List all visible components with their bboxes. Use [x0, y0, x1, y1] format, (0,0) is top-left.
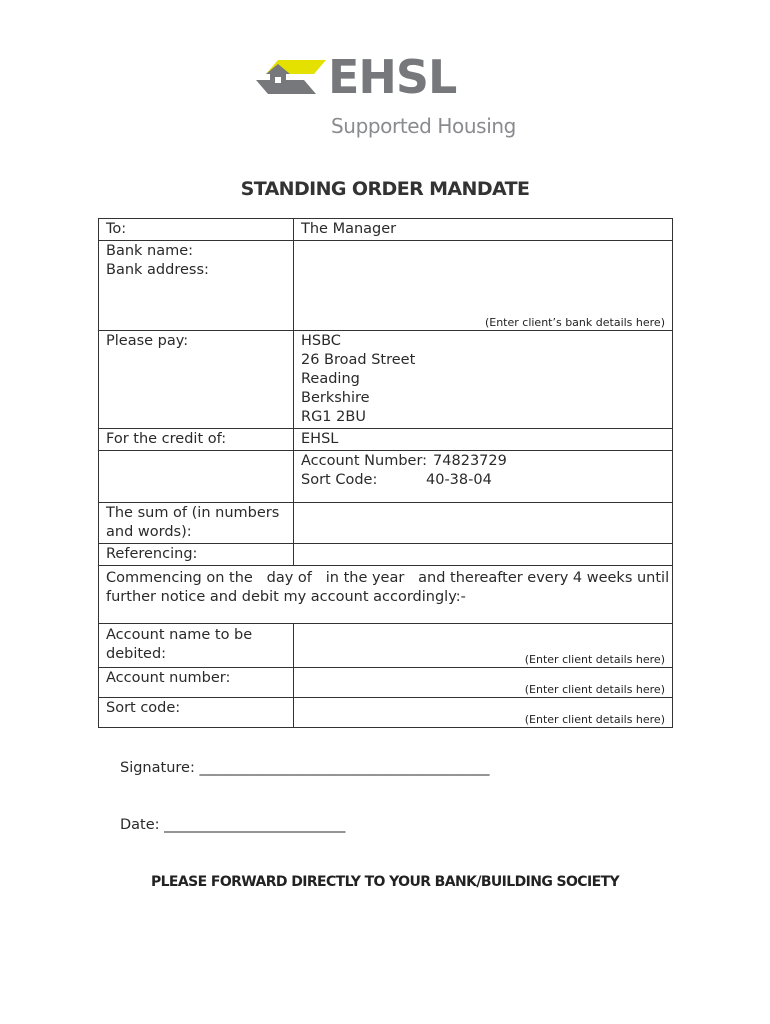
client-details-hint: (Enter client details here) — [524, 683, 665, 696]
table-row — [99, 544, 673, 566]
bank-details-hint: (Enter client’s bank details here) — [484, 316, 665, 329]
table-row — [99, 566, 673, 624]
account-number-line — [301, 452, 665, 471]
account-number-row-label: Account number: — [99, 668, 294, 698]
date-line[interactable]: Date: _________________________ — [120, 817, 346, 833]
credit-label: For the credit of: — [99, 429, 294, 451]
sort-code-label: Sort Code: — [301, 472, 378, 488]
footer-instruction: PLEASE FORWARD DIRECTLY TO YOUR BANK/BUILDING SOCIETY — [150, 874, 620, 890]
table-row — [99, 624, 673, 668]
address-line: 26 Broad Street — [301, 352, 416, 368]
credit-value: EHSL — [294, 429, 673, 451]
please-pay-label: Please pay: — [99, 331, 294, 429]
bank-address-label: Bank address: — [106, 262, 209, 278]
to-value: The Manager — [294, 219, 673, 241]
table-row — [99, 241, 673, 331]
sort-code-row-label: Sort code: — [99, 698, 294, 728]
company-logo — [256, 50, 526, 146]
account-number-label: Account Number: — [301, 453, 428, 469]
bank-details-input[interactable] — [294, 241, 673, 331]
sum-label-line: and words): — [106, 524, 192, 540]
table-row — [99, 451, 673, 503]
account-name-label-line: debited: — [106, 646, 167, 662]
sum-label — [99, 503, 294, 544]
sort-code-input[interactable] — [294, 698, 673, 728]
account-number-value: 74823729 — [433, 453, 507, 469]
commencing-line: Commencing on the day of in the year and thereafter every 4 weeks until — [106, 570, 670, 586]
table-row — [99, 698, 673, 728]
house-arrow-logo-icon — [256, 60, 326, 94]
referencing-input[interactable] — [294, 544, 673, 566]
blank-cell — [99, 451, 294, 503]
bank-details-label-cell — [99, 241, 294, 331]
address-line: Reading — [301, 371, 360, 387]
sort-code-line — [301, 471, 665, 490]
table-row — [99, 503, 673, 544]
logo-tagline: Supported Housing — [331, 114, 516, 138]
to-label: To: — [99, 219, 294, 241]
payee-account-details — [294, 451, 673, 503]
commencing-text — [99, 566, 673, 624]
referencing-label: Referencing: — [99, 544, 294, 566]
table-row — [99, 429, 673, 451]
mandate-table — [98, 218, 673, 728]
address-line: Berkshire — [301, 390, 370, 406]
client-details-hint: (Enter client details here) — [524, 713, 665, 726]
account-number-input[interactable] — [294, 668, 673, 698]
page-title: STANDING ORDER MANDATE — [240, 178, 530, 200]
client-details-hint: (Enter client details here) — [524, 653, 665, 666]
address-line: RG1 2BU — [301, 409, 366, 425]
logo-wordmark: EHSL — [328, 50, 457, 104]
account-name-label — [99, 624, 294, 668]
bank-name-label: Bank name: — [106, 243, 194, 259]
table-row — [99, 219, 673, 241]
table-row — [99, 668, 673, 698]
sort-code-value: 40-38-04 — [426, 472, 492, 488]
table-row — [99, 331, 673, 429]
account-name-input[interactable] — [294, 624, 673, 668]
sum-input[interactable] — [294, 503, 673, 544]
sum-label-line: The sum of (in numbers — [106, 505, 280, 521]
signature-line[interactable]: Signature: ________________________________________ — [120, 760, 490, 776]
account-name-label-line: Account name to be — [106, 627, 253, 643]
please-pay-address — [294, 331, 673, 429]
address-line: HSBC — [301, 333, 341, 349]
commencing-line: further notice and debit my account accordingly:- — [106, 589, 466, 605]
